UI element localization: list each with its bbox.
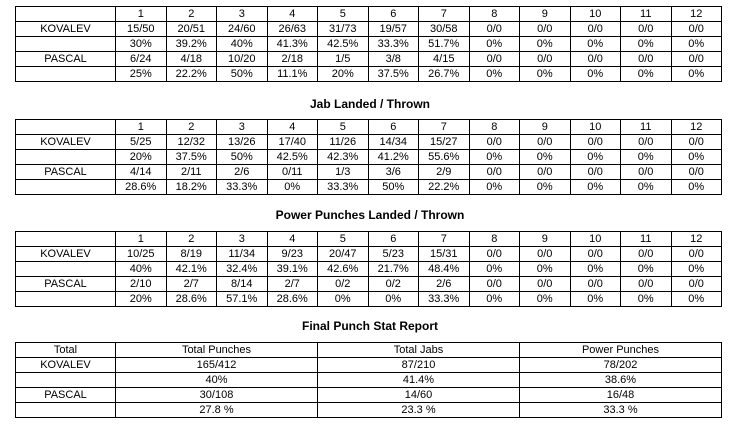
percent-cell: 0% [671,67,722,82]
landed-thrown-cell: 0/0 [570,247,621,262]
percent-cell: 50% [368,180,419,195]
landed-thrown-cell: 30/58 [419,22,470,37]
fighter-landed-row [16,277,722,292]
percent-cell: 42.6% [318,262,369,277]
round-header-cell: 4 [267,232,318,247]
percent-cell: 0% [469,180,520,195]
blank-name-cell [16,67,116,82]
header-blank-cell [16,120,116,135]
fighter-landed-row [16,22,722,37]
landed-thrown-cell: 0/2 [318,277,369,292]
fighter-percent-row [16,262,722,277]
landed-thrown-cell: 2/6 [217,165,268,180]
percent-cell: 41.2% [368,150,419,165]
percent-cell: 48.4% [419,262,470,277]
round-header-cell: 4 [267,7,318,22]
percent-cell: 0% [469,67,520,82]
fighter-name-cell: KOVALEV [16,358,116,373]
power-punches-table [15,231,722,307]
percent-cell: 0% [520,150,571,165]
final-stat-table [15,342,722,418]
final-header-row [16,343,722,358]
final-fighter-row [16,358,722,373]
landed-thrown-cell: 4/15 [419,52,470,67]
percent-cell: 22.2% [166,67,217,82]
percent-cell: 50% [217,150,268,165]
landed-thrown-cell: 0/0 [520,165,571,180]
landed-thrown-cell: 20/51 [166,22,217,37]
landed-thrown-cell: 0/0 [621,135,672,150]
percent-cell: 42.3% [318,150,369,165]
percent-cell: 0% [520,262,571,277]
landed-thrown-cell: 0/0 [671,52,722,67]
percent-cell: 20% [116,150,167,165]
fighter-name-cell: KOVALEV [16,22,116,37]
round-header-cell: 3 [217,232,268,247]
landed-thrown-cell: 0/0 [621,165,672,180]
landed-thrown-cell: 5/25 [116,135,167,150]
jab-table [15,119,722,195]
landed-thrown-cell: 0/0 [469,277,520,292]
landed-thrown-cell: 0/0 [520,135,571,150]
round-header-cell: 10 [570,120,621,135]
landed-thrown-cell: 24/60 [217,22,268,37]
blank-name-cell [16,262,116,277]
landed-thrown-cell: 0/0 [570,52,621,67]
percent-cell: 25% [116,67,167,82]
percent-cell: 22.2% [419,180,470,195]
final-percent-cell: 41.4% [318,373,520,388]
percent-cell: 0% [520,67,571,82]
round-header-cell: 10 [570,232,621,247]
landed-thrown-cell: 0/0 [570,22,621,37]
landed-thrown-cell: 26/63 [267,22,318,37]
round-header-cell: 2 [166,120,217,135]
landed-thrown-cell: 11/34 [217,247,268,262]
final-value-cell: 78/202 [520,358,722,373]
landed-thrown-cell: 0/0 [671,247,722,262]
round-header-cell: 10 [570,7,621,22]
fighter-percent-row [16,180,722,195]
final-value-cell: 165/412 [116,358,318,373]
fighter-percent-row [16,292,722,307]
landed-thrown-cell: 0/0 [520,247,571,262]
percent-cell: 0% [671,150,722,165]
round-header-cell: 12 [671,232,722,247]
landed-thrown-cell: 2/11 [166,165,217,180]
percent-cell: 40% [116,262,167,277]
round-header-cell: 11 [621,120,672,135]
round-header-cell: 5 [318,120,369,135]
percent-cell: 0% [469,262,520,277]
blank-name-cell [16,403,116,418]
landed-thrown-cell: 2/9 [419,165,470,180]
fighter-percent-row [16,150,722,165]
percent-cell: 0% [469,292,520,307]
power-section-title: Power Punches Landed / Thrown [275,208,465,222]
landed-thrown-cell: 14/34 [368,135,419,150]
final-header-cell: Power Punches [520,343,722,358]
landed-thrown-cell: 20/47 [318,247,369,262]
percent-cell: 0% [469,37,520,52]
percent-cell: 0% [520,37,571,52]
landed-thrown-cell: 2/7 [166,277,217,292]
landed-thrown-cell: 0/0 [469,22,520,37]
fighter-landed-row [16,247,722,262]
percent-cell: 0% [671,262,722,277]
landed-thrown-cell: 0/0 [570,135,621,150]
header-blank-cell [16,7,116,22]
round-header-cell: 12 [671,120,722,135]
round-header-cell: 6 [368,120,419,135]
percent-cell: 0% [671,180,722,195]
round-header-cell: 1 [116,7,167,22]
landed-thrown-cell: 0/0 [621,247,672,262]
percent-cell: 37.5% [368,67,419,82]
jab-section-title: Jab Landed / Thrown [309,97,430,111]
percent-cell: 0% [621,37,672,52]
percent-cell: 39.2% [166,37,217,52]
fighter-percent-row [16,67,722,82]
percent-cell: 0% [621,292,672,307]
header-row [16,232,722,247]
final-percent-cell: 38.6% [520,373,722,388]
round-header-cell: 5 [318,232,369,247]
landed-thrown-cell: 15/31 [419,247,470,262]
final-header-cell: Total Punches [116,343,318,358]
round-header-cell: 5 [318,7,369,22]
percent-cell: 26.7% [419,67,470,82]
percent-cell: 0% [318,292,369,307]
final-percent-cell: 40% [116,373,318,388]
round-header-cell: 11 [621,232,672,247]
round-header-cell: 2 [166,7,217,22]
percent-cell: 0% [570,67,621,82]
fighter-name-cell: PASCAL [16,52,116,67]
fighter-percent-row [16,37,722,52]
landed-thrown-cell: 2/10 [116,277,167,292]
percent-cell: 42.5% [267,150,318,165]
landed-thrown-cell: 19/57 [368,22,419,37]
landed-thrown-cell: 13/26 [217,135,268,150]
round-header-cell: 3 [217,120,268,135]
round-header-cell: 8 [469,7,520,22]
percent-cell: 39.1% [267,262,318,277]
landed-thrown-cell: 1/3 [318,165,369,180]
percent-cell: 57.1% [217,292,268,307]
landed-thrown-cell: 0/0 [621,277,672,292]
percent-cell: 0% [520,292,571,307]
landed-thrown-cell: 3/8 [368,52,419,67]
percent-cell: 0% [368,292,419,307]
header-row [16,7,722,22]
round-header-cell: 9 [520,232,571,247]
landed-thrown-cell: 4/18 [166,52,217,67]
landed-thrown-cell: 8/14 [217,277,268,292]
percent-cell: 40% [217,37,268,52]
percent-cell: 0% [469,150,520,165]
landed-thrown-cell: 15/27 [419,135,470,150]
percent-cell: 33.3% [217,180,268,195]
percent-cell: 41.3% [267,37,318,52]
landed-thrown-cell: 0/0 [469,135,520,150]
percent-cell: 42.1% [166,262,217,277]
final-header-cell: Total Jabs [318,343,520,358]
round-header-cell: 9 [520,120,571,135]
percent-cell: 0% [671,292,722,307]
blank-name-cell [16,37,116,52]
percent-cell: 0% [267,180,318,195]
percent-cell: 28.6% [166,292,217,307]
final-value-cell: 87/210 [318,358,520,373]
percent-cell: 0% [671,37,722,52]
percent-cell: 20% [116,292,167,307]
round-header-cell: 8 [469,232,520,247]
fighter-landed-row [16,52,722,67]
percent-cell: 0% [570,292,621,307]
landed-thrown-cell: 12/32 [166,135,217,150]
landed-thrown-cell: 2/6 [419,277,470,292]
blank-name-cell [16,373,116,388]
total-punches-table [15,6,722,82]
landed-thrown-cell: 0/0 [520,277,571,292]
landed-thrown-cell: 1/5 [318,52,369,67]
round-header-cell: 1 [116,232,167,247]
percent-cell: 37.5% [166,150,217,165]
round-header-cell: 7 [419,232,470,247]
round-header-cell: 6 [368,232,419,247]
fighter-landed-row [16,165,722,180]
percent-cell: 28.6% [267,292,318,307]
landed-thrown-cell: 8/19 [166,247,217,262]
landed-thrown-cell: 5/23 [368,247,419,262]
landed-thrown-cell: 2/7 [267,277,318,292]
landed-thrown-cell: 0/11 [267,165,318,180]
landed-thrown-cell: 31/73 [318,22,369,37]
percent-cell: 42.5% [318,37,369,52]
landed-thrown-cell: 11/26 [318,135,369,150]
percent-cell: 0% [570,37,621,52]
landed-thrown-cell: 6/24 [116,52,167,67]
round-header-cell: 2 [166,232,217,247]
fighter-name-cell: PASCAL [16,165,116,180]
final-percent-cell: 33.3 % [520,403,722,418]
final-percent-cell: 23.3 % [318,403,520,418]
landed-thrown-cell: 0/0 [469,247,520,262]
landed-thrown-cell: 10/25 [116,247,167,262]
landed-thrown-cell: 0/0 [671,165,722,180]
percent-cell: 0% [621,67,672,82]
final-percent-row [16,373,722,388]
blank-name-cell [16,292,116,307]
header-blank-cell [16,232,116,247]
final-percent-row [16,403,722,418]
round-header-cell: 3 [217,7,268,22]
round-header-cell: 12 [671,7,722,22]
landed-thrown-cell: 0/0 [621,52,672,67]
percent-cell: 0% [570,262,621,277]
percent-cell: 32.4% [217,262,268,277]
final-section-title: Final Punch Stat Report [301,319,438,333]
round-header-cell: 6 [368,7,419,22]
percent-cell: 11.1% [267,67,318,82]
percent-cell: 0% [570,150,621,165]
final-value-cell: 16/48 [520,388,722,403]
percent-cell: 0% [520,180,571,195]
landed-thrown-cell: 0/0 [621,22,672,37]
landed-thrown-cell: 0/0 [671,277,722,292]
percent-cell: 0% [570,180,621,195]
landed-thrown-cell: 15/50 [116,22,167,37]
final-header-cell: Total [16,343,116,358]
round-header-cell: 11 [621,7,672,22]
final-value-cell: 30/108 [116,388,318,403]
percent-cell: 28.6% [116,180,167,195]
landed-thrown-cell: 0/0 [671,22,722,37]
percent-cell: 50% [217,67,268,82]
percent-cell: 55.6% [419,150,470,165]
final-fighter-row [16,388,722,403]
landed-thrown-cell: 4/14 [116,165,167,180]
landed-thrown-cell: 0/0 [520,52,571,67]
landed-thrown-cell: 2/18 [267,52,318,67]
final-value-cell: 14/60 [318,388,520,403]
percent-cell: 0% [621,150,672,165]
landed-thrown-cell: 0/0 [469,165,520,180]
percent-cell: 18.2% [166,180,217,195]
percent-cell: 20% [318,67,369,82]
landed-thrown-cell: 9/23 [267,247,318,262]
round-header-cell: 1 [116,120,167,135]
landed-thrown-cell: 0/0 [570,165,621,180]
fighter-name-cell: PASCAL [16,277,116,292]
landed-thrown-cell: 0/0 [520,22,571,37]
round-header-cell: 7 [419,7,470,22]
fighter-name-cell: KOVALEV [16,247,116,262]
fighter-name-cell: KOVALEV [16,135,116,150]
blank-name-cell [16,150,116,165]
percent-cell: 30% [116,37,167,52]
landed-thrown-cell: 0/0 [469,52,520,67]
landed-thrown-cell: 10/20 [217,52,268,67]
landed-thrown-cell: 0/0 [570,277,621,292]
round-header-cell: 9 [520,7,571,22]
percent-cell: 33.3% [419,292,470,307]
fighter-landed-row [16,135,722,150]
round-header-cell: 7 [419,120,470,135]
landed-thrown-cell: 0/2 [368,277,419,292]
round-header-cell: 8 [469,120,520,135]
landed-thrown-cell: 0/0 [671,135,722,150]
percent-cell: 51.7% [419,37,470,52]
percent-cell: 0% [621,262,672,277]
percent-cell: 33.3% [368,37,419,52]
fighter-name-cell: PASCAL [16,388,116,403]
landed-thrown-cell: 3/6 [368,165,419,180]
final-percent-cell: 27.8 % [116,403,318,418]
percent-cell: 21.7% [368,262,419,277]
landed-thrown-cell: 17/40 [267,135,318,150]
percent-cell: 33.3% [318,180,369,195]
header-row [16,120,722,135]
percent-cell: 0% [621,180,672,195]
round-header-cell: 4 [267,120,318,135]
blank-name-cell [16,180,116,195]
